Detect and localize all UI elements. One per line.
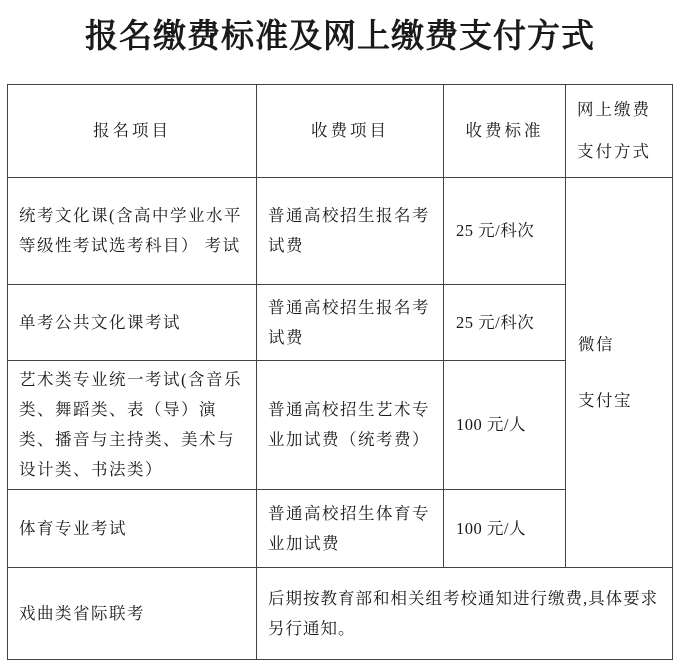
fee-item-cell: 普通高校招生艺术专业加试费（统考费）: [257, 361, 444, 490]
fee-standard-cell: 25 元/科次: [444, 178, 566, 285]
fee-item-cell: 普通高校招生体育专业加试费: [257, 490, 444, 568]
header-payment-line-2: 支付方式: [577, 142, 651, 161]
registration-item-cell: 艺术类专业统一考试(含音乐类、舞蹈类、表（导）演类、播音与主持类、美术与设计类、书法类）: [8, 361, 257, 490]
header-fee-item: 收费项目: [257, 85, 444, 178]
fee-standard-cell: 100 元/人: [444, 361, 566, 490]
table-row: [8, 178, 673, 285]
payment-note-cell: 后期按教育部和相关组考校通知进行缴费,具体要求另行通知。: [257, 568, 673, 660]
header-fee-standard: 收费标准: [444, 85, 566, 178]
registration-item-cell: 体育专业考试: [8, 490, 257, 568]
table-header-row: [8, 85, 673, 178]
header-payment-line-1: 网上缴费: [577, 100, 651, 119]
payment-method-alipay: 支付宝: [578, 390, 632, 410]
registration-item-cell: 戏曲类省际联考: [8, 568, 257, 660]
registration-item-cell: 单考公共文化课考试: [8, 285, 257, 361]
fee-item-cell: 普通高校招生报名考试费: [257, 178, 444, 285]
fee-table: [7, 84, 673, 660]
table-footer-row: [8, 568, 673, 660]
registration-item-cell: 统考文化课(含高中学业水平等级性考试选考科目） 考试: [8, 178, 257, 285]
page-title: 报名缴费标准及网上缴费支付方式: [85, 19, 595, 55]
payment-method-wechat: 微信: [578, 334, 614, 354]
fee-item-cell: 普通高校招生报名考试费: [257, 285, 444, 361]
fee-standard-cell: 100 元/人: [444, 490, 566, 568]
payment-methods-cell: [566, 178, 673, 568]
header-payment-method: [566, 85, 673, 178]
header-registration-item: 报名项目: [8, 85, 257, 178]
fee-standard-cell: 25 元/科次: [444, 285, 566, 361]
